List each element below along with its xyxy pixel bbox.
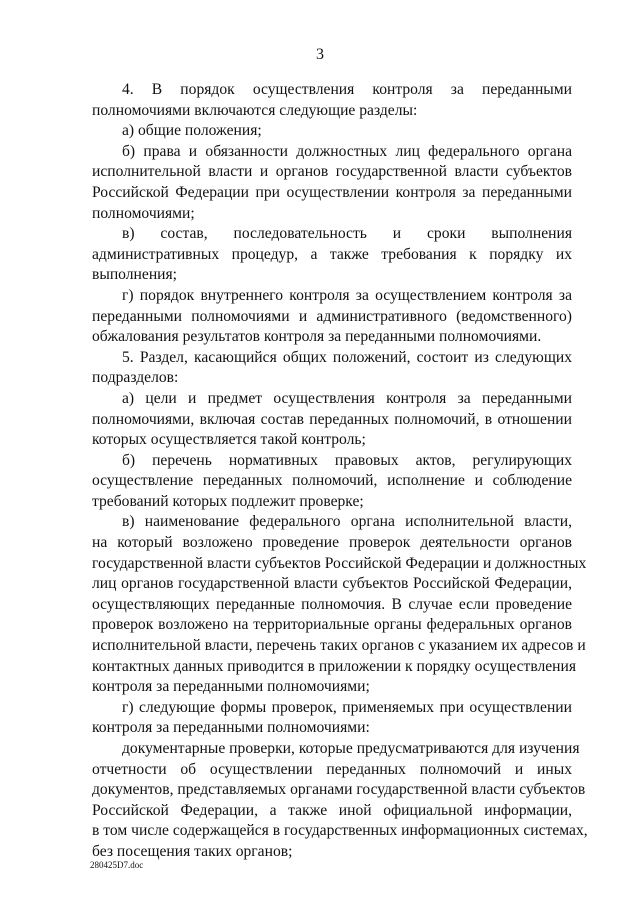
- text-line: документов, представляемых органами государственной власти субъектов: [92, 781, 586, 799]
- text-line: полномочиями;: [92, 204, 195, 222]
- text-line: осуществляющих переданные полномочия. В случае если проведение: [92, 595, 572, 613]
- text-line: б) права и обязанности должностных лиц федерального органа: [122, 142, 572, 160]
- page-number: 3: [316, 46, 324, 63]
- text-line: Российской Федерации, а также иной официальной информации,: [92, 801, 572, 819]
- text-line: без посещения таких органов;: [92, 842, 293, 860]
- text-line: полномочиями включаются следующие разделы:: [92, 101, 418, 119]
- text-line: а) общие положения;: [122, 122, 262, 140]
- text-line: 4. В порядок осуществления контроля за переданными: [122, 81, 572, 98]
- text-line: на который возложено проведение проверок деятельности органов: [92, 534, 572, 552]
- text-line: контроля за переданными полномочиями;: [92, 678, 370, 696]
- text-line: исполнительной власти, перечень таких органов с указанием их адресов и: [92, 637, 586, 655]
- text-line: в) наименование федерального органа исполнительной власти,: [122, 513, 572, 531]
- text-line: осуществление переданных полномочий, исполнение и соблюдение: [92, 472, 572, 490]
- footer-filename: 280425D7.doc: [90, 860, 144, 870]
- text-line: в) состав, последовательность и сроки выполнения: [122, 225, 572, 243]
- text-line: исполнительной власти и органов государственной власти субъектов: [92, 163, 572, 181]
- text-line: обжалования результатов контроля за переданными полномочиями.: [92, 328, 542, 346]
- text-line: которых осуществляется такой контроль;: [92, 431, 366, 449]
- text-line: 5. Раздел, касающийся общих положений, состоит из следующих: [122, 348, 572, 366]
- text-line: лиц органов государственной власти субъектов Российской Федерации,: [92, 575, 572, 593]
- text-line: б) перечень нормативных правовых актов, регулирующих: [122, 451, 572, 469]
- text-line: проверок возложено на территориальные органы федеральных органов: [92, 616, 572, 634]
- text-line: Российской Федерации при осуществлении контроля за переданными: [92, 183, 572, 201]
- text-line: полномочиями, включая состав переданных полномочий, в отношении: [92, 410, 572, 428]
- text-line: требований которых подлежит проверке;: [92, 492, 364, 510]
- text-line: подразделов:: [92, 369, 179, 387]
- text-line: отчетности об осуществлении переданных полномочий и иных: [92, 760, 572, 778]
- text-line: г) порядок внутреннего контроля за осуществлением контроля за: [122, 286, 572, 304]
- text-line: г) следующие формы проверок, применяемых при осуществлении: [122, 698, 572, 716]
- text-line: документарные проверки, которые предусматриваются для изучения: [122, 740, 580, 757]
- text-line: в том числе содержащейся в государственных информационных системах,: [92, 822, 588, 840]
- text-line: выполнения;: [92, 266, 178, 284]
- text-line: переданными полномочиями и административного (ведомственного): [92, 307, 572, 325]
- text-line: контактных данных приводится в приложении к порядку осуществления: [92, 657, 577, 675]
- text-line: контроля за переданными полномочиями:: [92, 719, 370, 737]
- text-line: а) цели и предмет осуществления контроля за переданными: [122, 389, 572, 407]
- text-line: административных процедур, а также требования к порядку их: [92, 245, 572, 263]
- text-line: государственной власти субъектов Российской Федерации и должностных: [92, 554, 587, 572]
- document-body: [92, 80, 588, 863]
